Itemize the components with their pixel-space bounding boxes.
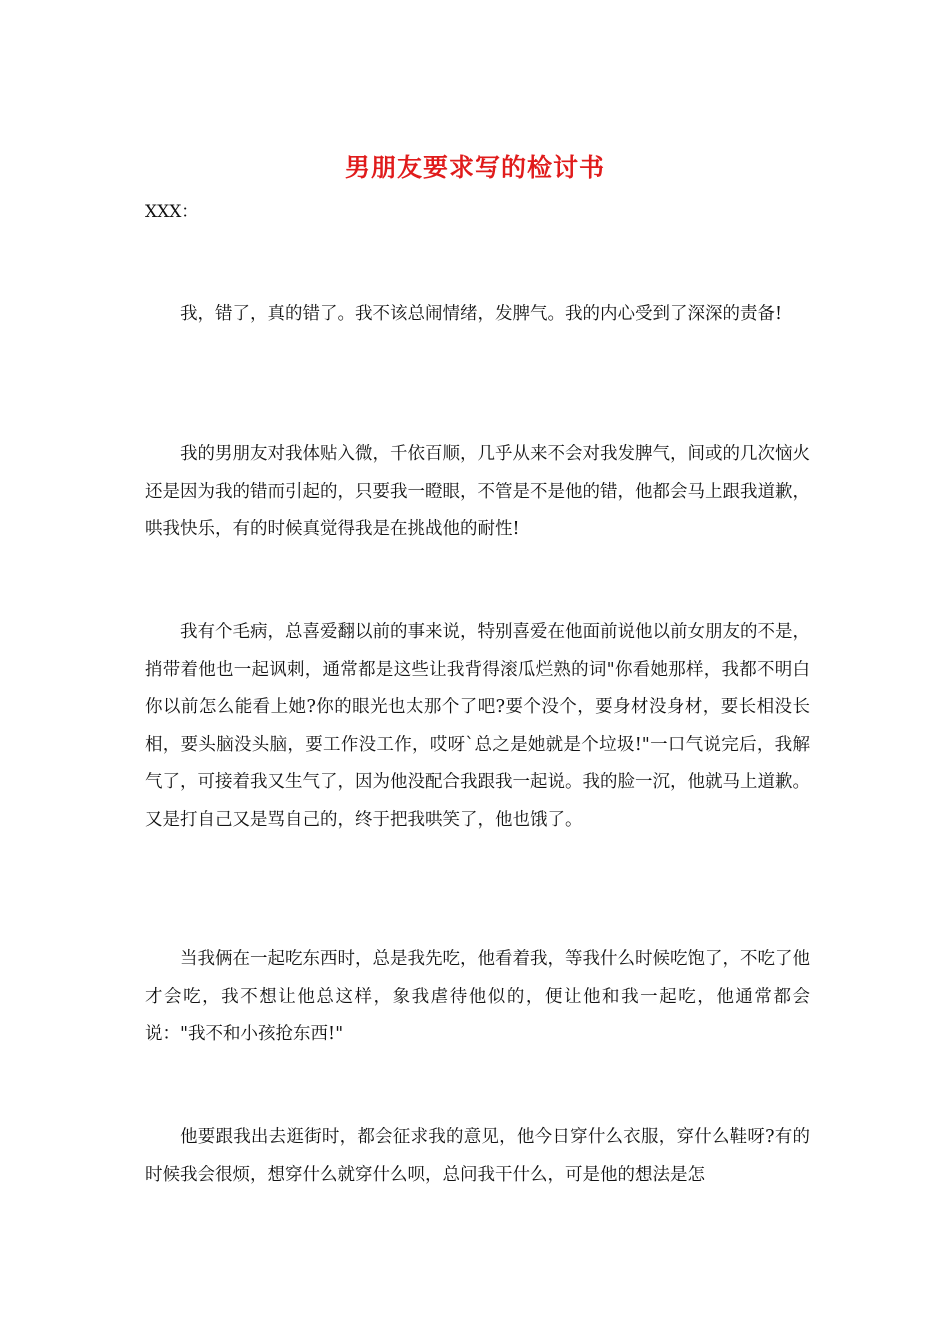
paragraph: 当我俩在一起吃东西时，总是我先吃，他看着我，等我什么时候吃饱了，不吃了他才会吃，我不想让他总这样，象我虐待他似的，便让他和我一起吃，他通常都会说："我不和小孩抢东西!" xyxy=(145,949,810,1044)
paragraph: 我有个毛病，总喜爱翻以前的事来说，特别喜爱在他面前说他以前女朋友的不是，捎带着他也一起讽刺，通常都是这些让我背得滚瓜烂熟的词"你看她那样，我都不明白你以前怎么能看上她?你的眼光也太那个了吧?要个没个，要身材没身材，要长相没长相，要头脑没头脑，要工作没工作，哎呀`总之是她就是个垃圾!"一口气说完后，我解气了，可接着我又生气了，因为他没配合我跟我一起说。我的脸一沉，他就马上道歉。又是打自己又是骂自己的，终于把我哄笑了，他也饿了。 xyxy=(145,622,810,830)
paragraph: 我，错了，真的错了。我不该总闹情绪，发脾气。我的内心受到了深深的责备! xyxy=(180,304,783,324)
salutation: XXX： xyxy=(145,202,199,222)
document-title: 男朋友要求写的检讨书 xyxy=(344,153,605,182)
paragraph: 我的男朋友对我体贴入微，千依百顺，几乎从来不会对我发脾气，间或的几次恼火还是因为我的错而引起的，只要我一瞪眼，不管是不是他的错，他都会马上跟我道歉，哄我快乐，有的时候真觉得我是在挑战他的耐性! xyxy=(145,444,810,539)
paragraph: 他要跟我出去逛街时，都会征求我的意见，他今日穿什么衣服，穿什么鞋呀?有的时候我会很烦，想穿什么就穿什么呗，总问我干什么，可是他的想法是怎 xyxy=(145,1127,810,1185)
